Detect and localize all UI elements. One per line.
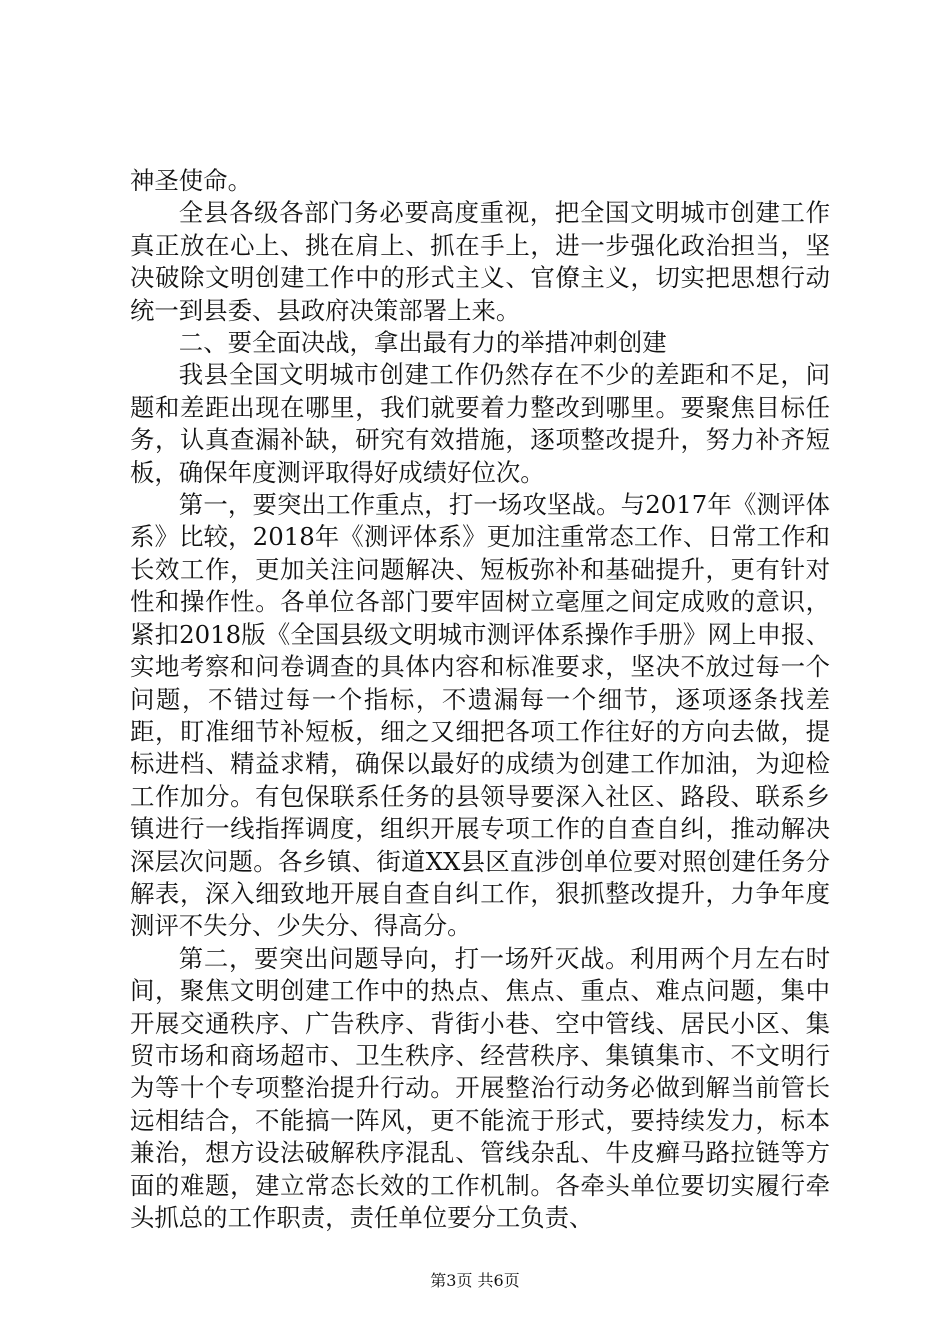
section-heading: 二、要全面决战，拿出最有力的举措冲刺创建 bbox=[178, 328, 667, 358]
paragraph-3: 我县全国文明城市创建工作仍然存在不少的差距和不足，问题和差距出现在哪里，我们就要着力整改到哪里。要聚焦目标任务，认真查漏补缺，研究有效措施，逐项整改提升，努力补齐短板，确保年度测评取得好成绩好位次。 bbox=[130, 360, 830, 487]
paragraph-1: 神圣使命。 bbox=[130, 166, 252, 195]
page-footer: 第3页 共6页 bbox=[430, 1271, 520, 1290]
paragraph-2: 全县各级各部门务必要高度重视，把全国文明城市创建工作真正放在心上、挑在肩上、抓在手上，进一步强化政治担当，坚决破除文明创建工作中的形式主义、官僚主义，切实把思想行动统一到县委、县政府决策部署上来。 bbox=[130, 198, 830, 325]
document-body bbox=[130, 165, 830, 1234]
paragraph-4: 第一，要突出工作重点，打一场攻坚战。与2017年《测评体系》比较，2018年《测评体系》更加注重常态工作、日常工作和长效工作，更加关注问题解决、短板弥补和基础提升，更有针对性和操作性。各单位各部门要牢固树立毫厘之间定成败的意识，紧扣2018版《全国县级文明城市测评体系操作手册》网上申报、实地考察和问卷调查的具体内容和标准要求，坚决不放过每一个问题，不错过每一个指标，不遗漏每一个细节，逐项逐条找差距，盯准细节补短板，细之又细把各项工作往好的方向去做，提标进档、精益求精，确保以最好的成绩为创建工作加油，为迎检工作加分。有包保联系任务的县领导要深入社区、路段、联系乡镇进行一线指挥调度，组织开展专项工作的自查自纠，推动解决深层次问题。各乡镇、街道XX县区直涉创单位要对照创建任务分解表，深入细致地开展自查自纠工作，狠抓整改提升，力争年度测评不失分、少失分、得高分。 bbox=[130, 490, 830, 941]
paragraph-5: 第二，要突出问题导向，打一场歼灭战。利用两个月左右时间，聚焦文明创建工作中的热点、焦点、重点、难点问题，集中开展交通秩序、广告秩序、背街小巷、空中管线、居民小区、集贸市场和商场超市、卫生秩序、经营秩序、集镇集市、不文明行为等十个专项整治提升行动。开展整治行动务必做到解当前管长远相结合，不能搞一阵风，更不能流于形式，要持续发力，标本兼治，想方设法破解秩序混乱、管线杂乱、牛皮癣马路拉链等方面的难题，建立常态长效的工作机制。各牵头单位要切实履行牵头抓总的工作职责，责任单位要分工负责、 bbox=[130, 943, 830, 1232]
